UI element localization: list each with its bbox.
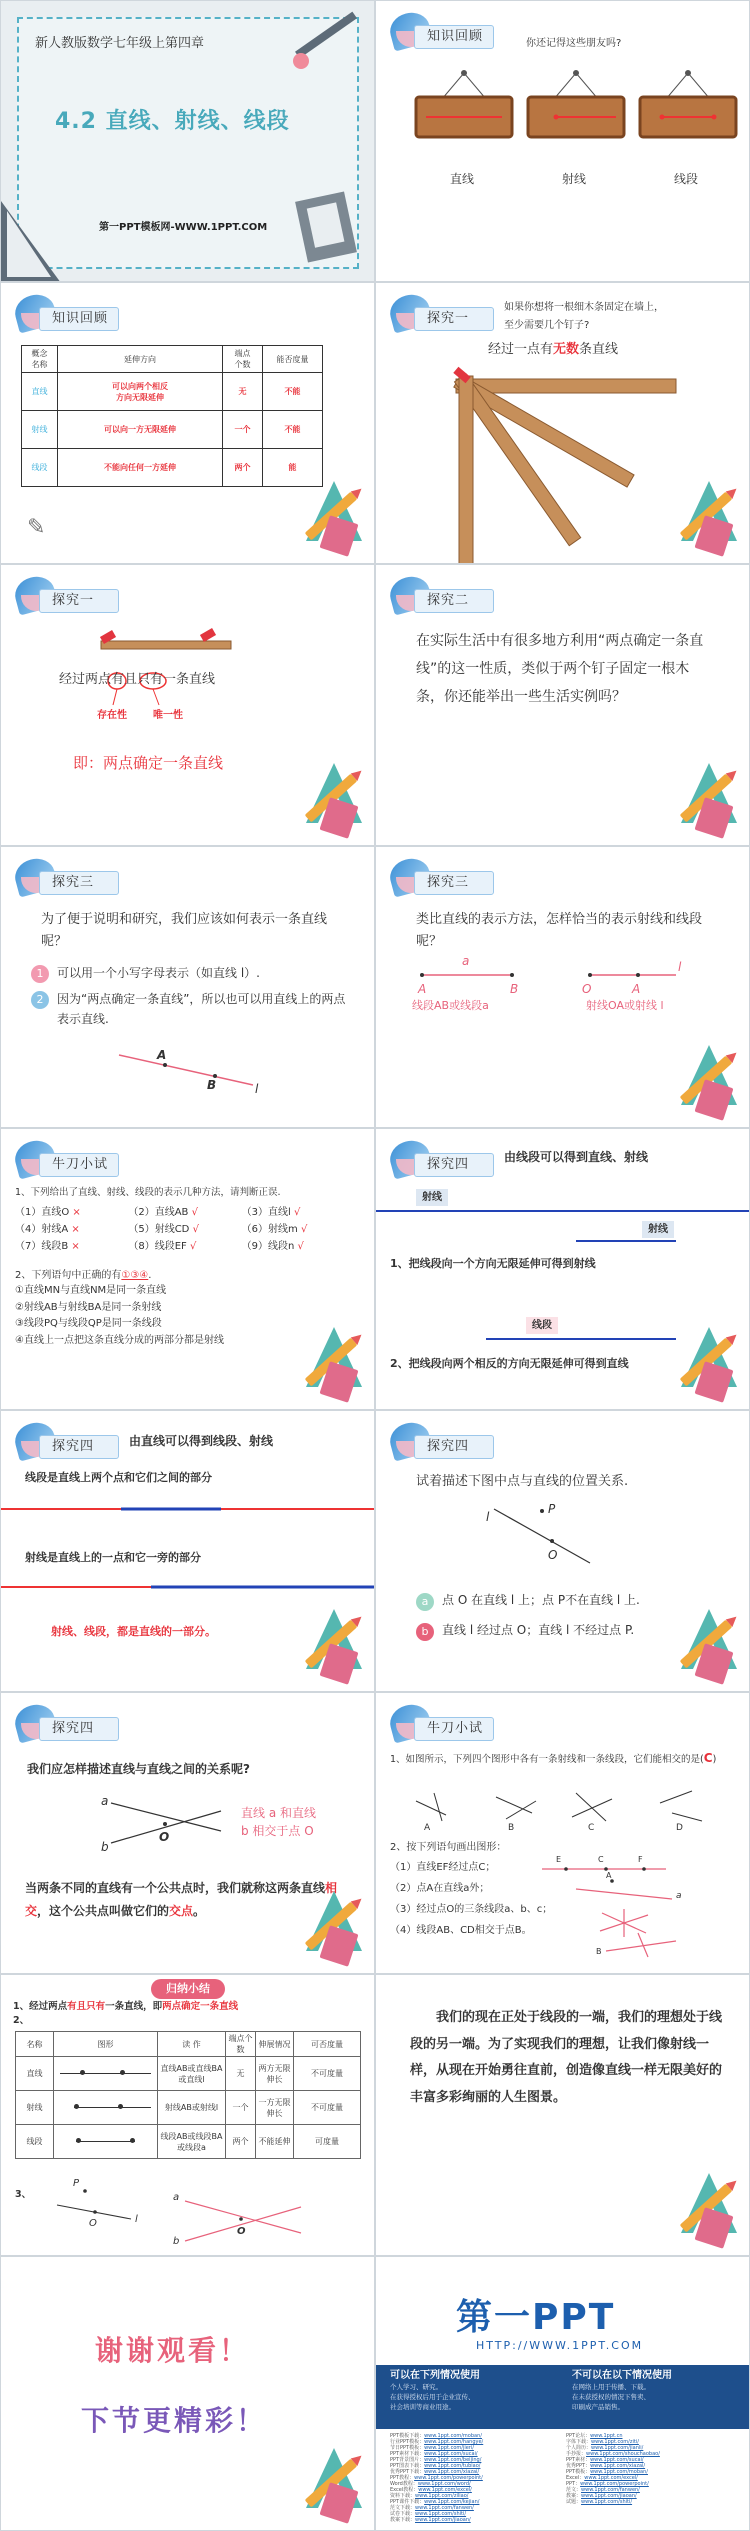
draw-label-B: B bbox=[596, 1947, 602, 1956]
ruler-pencil-icon bbox=[671, 763, 741, 837]
point-O2: O bbox=[237, 2226, 246, 2237]
link-label: 试题： bbox=[566, 2499, 582, 2505]
line-b: b bbox=[101, 1840, 109, 1854]
item-a-badge: a bbox=[416, 1593, 434, 1611]
link-url[interactable]: www.1ppt.com/shiti/ bbox=[581, 2499, 633, 2505]
conclusion: 即：两点确定一条直线 bbox=[73, 754, 224, 772]
caption-label: 探究四 bbox=[39, 1717, 119, 1741]
draw-label-C: C bbox=[598, 1855, 604, 1864]
point-O: O bbox=[159, 1830, 170, 1844]
summary-drawings bbox=[1, 1975, 375, 2256]
slide-explore-1b bbox=[0, 564, 375, 846]
boards-drawing bbox=[376, 1, 750, 282]
draw-label-F: F bbox=[638, 1855, 643, 1864]
quiz-q2: 2、按下列语句画出图形： bbox=[390, 1842, 507, 1853]
item-a: 点 O 在直线 l 上；点 P不在直线 l 上. bbox=[442, 1593, 640, 1607]
ray-l: l bbox=[678, 960, 682, 974]
draw-item: （2）点A在直线a外； bbox=[390, 1883, 490, 1894]
row-name: 射线 bbox=[16, 2091, 54, 2125]
table-row bbox=[22, 373, 323, 411]
row-ends: 两个 bbox=[226, 2125, 256, 2159]
point-P: P bbox=[73, 2178, 80, 2189]
row-endpoints: 无 bbox=[223, 373, 263, 411]
link-label: PPT模板： bbox=[566, 2469, 591, 2475]
point-O: O bbox=[582, 982, 592, 996]
question: 试着描述下图中点与直线的位置关系. bbox=[416, 1474, 629, 1489]
link-label: PPT模板下载： bbox=[390, 2433, 425, 2439]
judge-item: （8）线段EF √ bbox=[128, 1241, 197, 1252]
point-B: B bbox=[207, 1078, 217, 1092]
slide-review-boards bbox=[375, 0, 750, 282]
judge-list bbox=[15, 1203, 355, 1252]
review-table bbox=[21, 345, 323, 487]
row-endpoints: 两个 bbox=[223, 449, 263, 487]
link-label: 字体下载： bbox=[566, 2439, 592, 2445]
link-label: 优秀PPT下载： bbox=[390, 2469, 425, 2475]
draw-item: （3）经过点O的三条线段a、b、c； bbox=[390, 1904, 553, 1915]
link-url[interactable]: www.1ppt.com/word/ bbox=[417, 2481, 471, 2487]
thanks-line-2: 下节更精彩！ bbox=[81, 2404, 268, 2437]
row-extend: 一方无限伸长 bbox=[256, 2091, 294, 2125]
table-header-cell: 能否度量 bbox=[263, 346, 323, 373]
slide-explore-3a bbox=[0, 846, 375, 1128]
link-url[interactable]: www.1ppt.com/moban/ bbox=[590, 2469, 648, 2475]
link-url[interactable]: www.1ppt.com/ziliao/ bbox=[415, 2493, 469, 2499]
statement-pre: 经过一点有 bbox=[488, 342, 554, 357]
link-url[interactable]: www.1ppt.com/fanwen/ bbox=[581, 2487, 640, 2493]
link-label: PPT论坛： bbox=[566, 2433, 591, 2439]
definition: 当两条不同的直线有一个公共点时，我们就称这两条直线相交，这个公共点叫做它们的交点。 bbox=[25, 1881, 338, 1918]
point-A: A bbox=[157, 1048, 167, 1062]
link-label: 节日PPT模板： bbox=[390, 2445, 425, 2451]
question: 类比直线的表示方法，怎样恰当的表示射线和线段呢？ bbox=[416, 912, 703, 950]
table-header-cell: 名称 bbox=[16, 2032, 54, 2057]
caption-label: 牛刀小试 bbox=[39, 1153, 119, 1177]
statement-item: ①直线MN与直线NM是同一条直线 bbox=[15, 1285, 167, 1296]
question-line-1: 如果你想将一根细木条固定在墙上， bbox=[504, 302, 664, 313]
slide-review-table bbox=[0, 282, 375, 564]
caption-label: 知识回顾 bbox=[39, 307, 119, 331]
table-header-cell: 端点 个数 bbox=[223, 346, 263, 373]
fig-label-B: B bbox=[508, 1823, 515, 1833]
link-label: 手抄报： bbox=[566, 2451, 587, 2457]
label-existence: 存在性 bbox=[97, 710, 127, 721]
point-O: O bbox=[89, 2218, 97, 2229]
option-1-badge: 1 bbox=[31, 965, 49, 983]
link-label: 试卷下载： bbox=[390, 2511, 416, 2517]
label-line: 直线 bbox=[450, 172, 475, 186]
cannot-title: 不可以在以下情况使用 bbox=[572, 2370, 672, 2381]
link-url[interactable]: www.1ppt.com/beijing/ bbox=[424, 2457, 482, 2463]
link-label: PPT课件下载： bbox=[390, 2499, 425, 2505]
draw-item: （1）直线EF经过点C； bbox=[390, 1862, 496, 1873]
ray-notation: 射线OA或射线 l bbox=[586, 999, 664, 1012]
point-A: A bbox=[418, 982, 427, 996]
table-header-cell: 可否度量 bbox=[294, 2032, 361, 2057]
table-header bbox=[22, 346, 323, 373]
point-B: B bbox=[510, 982, 519, 996]
can-title: 可以在下列情况使用 bbox=[390, 2370, 480, 2381]
row-direction: 可以向一方无限延伸 bbox=[58, 411, 223, 449]
row-measure: 不能 bbox=[263, 411, 323, 449]
slide-summary bbox=[0, 1974, 375, 2256]
judge-item: （4）射线A × bbox=[15, 1224, 80, 1235]
row-ends: 无 bbox=[226, 2057, 256, 2091]
row-name: 线段 bbox=[22, 449, 58, 487]
link-url[interactable]: www.1ppt.com/sucai/ bbox=[424, 2451, 478, 2457]
statement-item: ②射线AB与射线BA是同一条射线 bbox=[15, 1301, 162, 1313]
table-header-cell: 概念 名称 bbox=[22, 346, 58, 373]
can-list: 个人学习、研究。 在获得授权后用于企业宣传、 社会培训等商业用途。 bbox=[390, 2383, 475, 2411]
answer-drawings bbox=[376, 1693, 750, 1974]
cover-decoration bbox=[1, 1, 375, 282]
slide-explore-4c bbox=[375, 1410, 750, 1692]
link-label: PPT背景图片： bbox=[390, 2457, 425, 2463]
text-conclusion: 射线、线段，都是直线的一部分。 bbox=[51, 1625, 216, 1638]
draw-label-E: E bbox=[556, 1855, 562, 1864]
slide-explore-4a bbox=[375, 1128, 750, 1410]
quiz-q1: 1、如图所示，下列四个图形中各有一条射线和一条线段，它们能相交的是(C) bbox=[390, 1751, 717, 1765]
ruler-pencil-icon bbox=[296, 1609, 366, 1683]
draw-item: （4）线段AB、CD相交于点B。 bbox=[390, 1925, 532, 1936]
draw-label-A: A bbox=[606, 1871, 612, 1880]
link-label: 教案下载： bbox=[390, 2517, 416, 2523]
fig-label-C: C bbox=[588, 1823, 595, 1833]
quiz-intro: 1、下列给出了直线、射线、线段的表示几种方法，请判断正误. bbox=[15, 1187, 281, 1198]
link-url[interactable]: www.1ppt.com/powerpoint/ bbox=[580, 2481, 649, 2487]
link-url[interactable]: www.1ppt.com/jiaoan/ bbox=[415, 2517, 471, 2523]
option-2-badge: 2 bbox=[31, 991, 49, 1009]
slide-explore-2 bbox=[375, 564, 750, 846]
item-b-badge: b bbox=[416, 1623, 434, 1641]
row-measure: 可度量 bbox=[294, 2125, 361, 2159]
ruler-pencil-icon bbox=[671, 2173, 741, 2247]
row-measure: 不能 bbox=[263, 373, 323, 411]
caption-label: 牛刀小试 bbox=[414, 1717, 494, 1741]
line-l: l bbox=[486, 1510, 490, 1524]
link-url[interactable]: www.1ppt.com/fanwen/ bbox=[415, 2505, 474, 2511]
link-label: 教案： bbox=[566, 2493, 582, 2499]
row-name: 直线 bbox=[16, 2057, 54, 2091]
closing-paragraph: 我们的现在正处于线段的一端，我们的理想处于线段的另一端。为了实现我们的理想，让我们像射线一样，从现在开始勇往直前，创造像直线一样无限美好的丰富多彩绚丽的人生图景。 bbox=[410, 2010, 723, 2105]
brand-logo: 第一PPT bbox=[456, 2297, 616, 2338]
link-label: 范文下载： bbox=[390, 2505, 416, 2511]
summary-3: 3、 bbox=[15, 2189, 32, 2200]
slide-closing-text bbox=[375, 1974, 750, 2256]
caption-label: 探究一 bbox=[414, 307, 494, 331]
slide-quiz-1 bbox=[0, 1128, 375, 1410]
statement-item: ③线段PQ与线段QP是同一条线段 bbox=[15, 1318, 162, 1329]
row-measure: 能 bbox=[263, 449, 323, 487]
link-url[interactable]: www.1ppt.com/xiazai/ bbox=[590, 2463, 646, 2469]
ruler-pencil-icon bbox=[671, 1327, 741, 1401]
statement-1: 1、把线段向一个方向无限延伸可得到射线 bbox=[390, 1257, 596, 1270]
row-name: 射线 bbox=[22, 411, 58, 449]
label-uniqueness: 唯一性 bbox=[153, 710, 183, 721]
table-header-cell: 端点个数 bbox=[226, 2032, 256, 2057]
links-right bbox=[566, 2433, 736, 2505]
line-l: l bbox=[255, 1082, 259, 1096]
judge-item: （5）射线CD √ bbox=[128, 1224, 199, 1235]
link-label: PPT素材： bbox=[566, 2457, 591, 2463]
statement: 经过两点有且只有一条直线 bbox=[59, 672, 216, 687]
link-label: 资料下载： bbox=[390, 2493, 416, 2499]
link-url[interactable]: www.1ppt.com/shouchaobao/ bbox=[586, 2451, 660, 2457]
link-label: Excel： bbox=[566, 2475, 585, 2481]
link-url[interactable]: www.1ppt.com/excel/ bbox=[418, 2487, 472, 2493]
relation-1: 直线 a 和直线 bbox=[241, 1806, 316, 1820]
draw-label-a: a bbox=[676, 1891, 682, 1901]
row-name: 线段 bbox=[16, 2125, 54, 2159]
slide-quiz-2 bbox=[375, 1692, 750, 1974]
table-header-cell: 读 作 bbox=[158, 2032, 226, 2057]
row-read: 射线AB或射线l bbox=[158, 2091, 226, 2125]
row-direction: 不能向任何一方延伸 bbox=[58, 449, 223, 487]
link-label: Word教程： bbox=[390, 2481, 418, 2487]
judge-item: （6）射线m √ bbox=[241, 1224, 308, 1235]
relation-2: b 相交于点 O bbox=[241, 1824, 314, 1838]
caption-label: 探究三 bbox=[414, 871, 494, 895]
link-row bbox=[390, 2517, 560, 2523]
link-url[interactable]: www.1ppt.com/jieri/ bbox=[424, 2445, 474, 2451]
summary-1: 1、经过两点有且只有一条直线，即两点确定一条直线 bbox=[13, 2001, 239, 2012]
link-label: PPT： bbox=[566, 2481, 581, 2487]
caption-label: 知识回顾 bbox=[414, 25, 494, 49]
cover-site: 第一PPT模板网-WWW.1PPT.COM bbox=[99, 222, 268, 233]
judge-item: （1）直线O × bbox=[15, 1207, 81, 1218]
link-url[interactable]: www.1ppt.com/jianli/ bbox=[591, 2445, 644, 2451]
lightbulb-icon: ✎ bbox=[27, 515, 46, 540]
body-text: 在实际生活中有很多地方利用“两点确定一条直线”的这一性质，类似于两个钉子固定一根木条，你还能举出一些生活实例吗？ bbox=[416, 633, 704, 705]
link-label: PPT教程： bbox=[390, 2475, 415, 2481]
quiz-q2: 2、下列语句中正确的有①③④. bbox=[15, 1270, 152, 1281]
link-url[interactable]: www.1ppt.com/kejian/ bbox=[424, 2499, 480, 2505]
fig-label-D: D bbox=[676, 1823, 683, 1833]
table-row bbox=[22, 449, 323, 487]
link-url[interactable]: www.1ppt.com/hangye/ bbox=[424, 2439, 484, 2445]
link-label: PPT图表下载： bbox=[390, 2463, 425, 2469]
point-O: O bbox=[548, 1548, 558, 1562]
link-label: 行业PPT模板： bbox=[390, 2439, 425, 2445]
row-name: 直线 bbox=[22, 373, 58, 411]
option-2: 因为“两点确定一条直线”，所以也可以用直线上的两点表示直线. bbox=[57, 992, 346, 1027]
statement-emphasis: 无数 bbox=[553, 342, 580, 357]
judge-item: （7）线段B × bbox=[15, 1241, 80, 1252]
point-P: P bbox=[548, 1502, 556, 1516]
table-header-cell: 伸展情况 bbox=[256, 2032, 294, 2057]
slide-thanks bbox=[0, 2256, 375, 2531]
text-segment: 线段是直线上两个点和它们之间的部分 bbox=[25, 1471, 212, 1484]
statement-2: 2、把线段向两个相反的方向无限延伸可得到直线 bbox=[390, 1357, 629, 1370]
judge-item: （3）直线l √ bbox=[241, 1207, 301, 1218]
label-a: a bbox=[462, 954, 470, 968]
line-a: a bbox=[101, 1794, 109, 1808]
review-question: 你还记得这些朋友吗? bbox=[526, 38, 622, 49]
links-left bbox=[390, 2433, 560, 2523]
judge-item: （2）直线AB √ bbox=[128, 1207, 198, 1218]
row-endpoints: 一个 bbox=[223, 411, 263, 449]
point-A2: A bbox=[632, 982, 641, 996]
question: 由线段可以得到直线、射线 bbox=[504, 1150, 649, 1164]
cannot-list: 在网络上用于传播、下载。 在未获授权的情况下售卖、 印刷成产品销售。 bbox=[572, 2383, 650, 2411]
line-a: a bbox=[173, 2192, 180, 2203]
caption bbox=[390, 577, 498, 621]
row-ends: 一个 bbox=[226, 2091, 256, 2125]
caption-label: 探究二 bbox=[414, 589, 494, 613]
caption bbox=[15, 295, 123, 339]
brand-url: HTTP://WWW.1PPT.COM bbox=[476, 2339, 644, 2352]
segment-notation: 线段AB或线段a bbox=[412, 999, 489, 1012]
link-url[interactable]: www.1ppt.com/shiti/ bbox=[415, 2511, 467, 2517]
ruler-pencil-icon bbox=[296, 1891, 366, 1965]
statement-item: ④直线上一点把这条直线分成的两部分都是射线 bbox=[15, 1334, 224, 1346]
link-url[interactable]: www.1ppt.com/ziti/ bbox=[591, 2439, 639, 2445]
ruler-pencil-icon bbox=[296, 481, 366, 555]
summary-banner: 归纳小结 bbox=[151, 1979, 225, 1999]
question: 为了便于说明和研究，我们应该如何表示一条直线呢？ bbox=[41, 912, 328, 950]
link-url[interactable]: www.1ppt.com/sucai/ bbox=[590, 2457, 644, 2463]
row-extend: 不能延伸 bbox=[256, 2125, 294, 2159]
summary-2: 2、 bbox=[13, 2015, 30, 2026]
caption-label: 探究一 bbox=[39, 589, 119, 613]
question: 我们应怎样描述直线与直线之间的关系呢? bbox=[27, 1762, 250, 1776]
label-segment: 线段 bbox=[674, 172, 699, 186]
option-1: 可以用一个小写字母表示（如直线 l）. bbox=[57, 966, 260, 980]
line-b: b bbox=[173, 2236, 180, 2247]
quiz-statements bbox=[15, 1283, 224, 1349]
link-url[interactable]: www.1ppt.com/jiaoan/ bbox=[581, 2493, 637, 2499]
link-url[interactable]: www.1ppt.com/xiazai/ bbox=[424, 2469, 480, 2475]
fig-label-A: A bbox=[424, 1823, 431, 1833]
row-measure: 不可度量 bbox=[294, 2091, 361, 2125]
caption-label: 探究四 bbox=[414, 1153, 494, 1177]
caption-label: 探究四 bbox=[39, 1435, 119, 1459]
table-header-cell: 图形 bbox=[54, 2032, 158, 2057]
label-ray: 射线 bbox=[562, 172, 587, 186]
caption-label: 探究三 bbox=[39, 871, 119, 895]
link-url[interactable]: www.1ppt.com/moban/ bbox=[424, 2433, 482, 2439]
link-label: Excel教程： bbox=[390, 2487, 419, 2493]
row-read: 线段AB或线段BA或线段a bbox=[158, 2125, 226, 2159]
link-row bbox=[566, 2499, 736, 2505]
slide-explore-4b bbox=[0, 1410, 375, 1692]
question: 由直线可以得到线段、射线 bbox=[129, 1434, 274, 1448]
link-label: 优秀PPT： bbox=[566, 2463, 591, 2469]
row-direction: 可以向两个相反 方向无限延伸 bbox=[58, 373, 223, 411]
link-label: 个人简历： bbox=[566, 2445, 592, 2451]
link-label: 范文： bbox=[566, 2487, 582, 2493]
ruler-pencil-icon bbox=[671, 1609, 741, 1683]
slide-cover bbox=[0, 0, 375, 282]
statement-post: 条直线 bbox=[579, 342, 619, 357]
link-url[interactable]: www.1ppt.cn bbox=[590, 2433, 623, 2439]
slide-explore-1a bbox=[375, 282, 750, 564]
line-ab-drawing bbox=[1, 847, 375, 1128]
row-measure: 不可度量 bbox=[294, 2057, 361, 2091]
ruler-pencil-icon bbox=[671, 1045, 741, 1119]
link-url[interactable]: www.1ppt.com/powerpoint/ bbox=[414, 2475, 483, 2481]
slide-explore-4d bbox=[0, 1692, 375, 1974]
cover-title: 4.2 直线、射线、线段 bbox=[55, 109, 290, 134]
ruler-pencil-icon bbox=[296, 1327, 366, 1401]
thanks-line-1: 谢谢观看！ bbox=[95, 2334, 251, 2367]
question-line-2: 至少需要几个钉子? bbox=[504, 320, 590, 331]
text-ray: 射线是直线上的一点和它一旁的部分 bbox=[25, 1551, 201, 1564]
caption-label: 探究四 bbox=[414, 1435, 494, 1459]
ruler-pencil-icon bbox=[296, 763, 366, 837]
caption bbox=[15, 1141, 123, 1185]
label-ray-2: 射线 bbox=[642, 1221, 674, 1238]
table-row bbox=[22, 411, 323, 449]
cover-subtitle: 新人教版数学七年级上第四章 bbox=[35, 36, 205, 51]
line-l: l bbox=[135, 2214, 138, 2225]
row-read: 直线AB或直线BA或直线l bbox=[158, 2057, 226, 2091]
link-url[interactable]: www.1ppt.com/tubiao/ bbox=[424, 2463, 481, 2469]
slide-copyright bbox=[375, 2256, 750, 2531]
ruler-pencil-icon bbox=[296, 2448, 366, 2522]
item-b: 直线 l 经过点 O；直线 l 不经过点 P. bbox=[442, 1623, 635, 1637]
label-ray: 射线 bbox=[416, 1189, 448, 1206]
slide-explore-3b bbox=[375, 846, 750, 1128]
label-segment: 线段 bbox=[526, 1317, 558, 1334]
judge-item: （9）线段n √ bbox=[241, 1241, 304, 1252]
ruler-pencil-icon bbox=[671, 481, 741, 555]
table-header-cell: 延伸方向 bbox=[58, 346, 223, 373]
link-url[interactable]: www.1ppt.com/excel/ bbox=[584, 2475, 638, 2481]
link-label: PPT素材下载： bbox=[390, 2451, 425, 2457]
row-extend: 两方无限伸长 bbox=[256, 2057, 294, 2091]
